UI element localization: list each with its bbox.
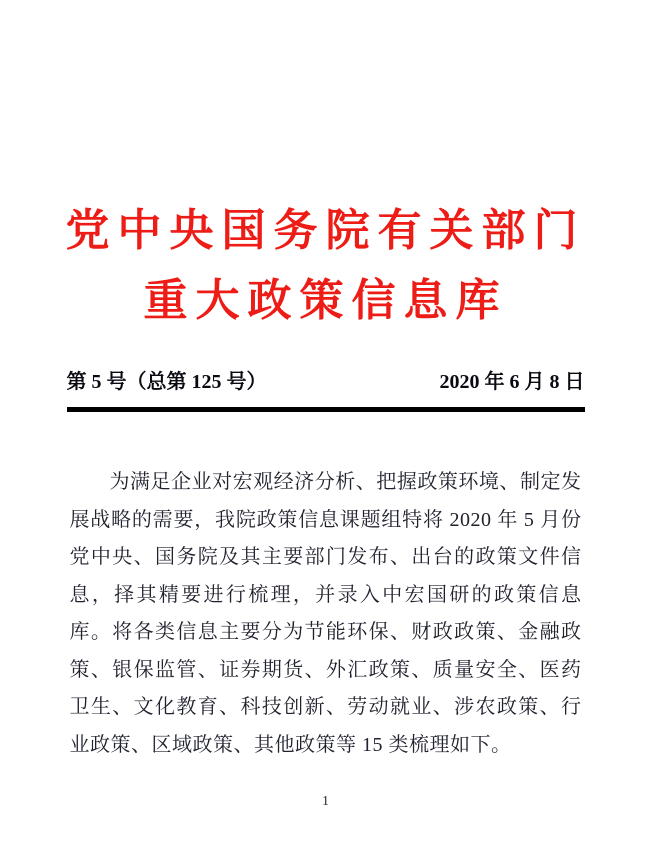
masthead-row	[67, 370, 585, 412]
issue-number: 第 5 号（总第 125 号）	[66, 371, 267, 393]
document-title	[0, 0, 651, 336]
page-number: 1	[322, 794, 329, 809]
issue-date: 2020 年 6 月 8 日	[439, 371, 585, 393]
title-line-2: 重大政策信息库	[143, 276, 508, 325]
body-paragraph: 为满足企业对宏观经济分析、把握政策环境、制定发展战略的需要，我院政策信息课题组特将 2020 年 5 月份党中央、国务院及其主要部门发布、出台的政策文件信息，择其精要进行梳理，并录入中宏国研的政策信息库。将各类信息主要分为节能环保、财政政策、金融政策、银保监管、证券期货、外汇政策、质量安全、医药卫生、文化教育、科技创新、劳动就业、涉农政策、行业政策、区域政策、其他政策等 15 类梳理如下。	[69, 471, 582, 756]
title-line-1: 党中央国务院有关部门	[65, 206, 586, 255]
